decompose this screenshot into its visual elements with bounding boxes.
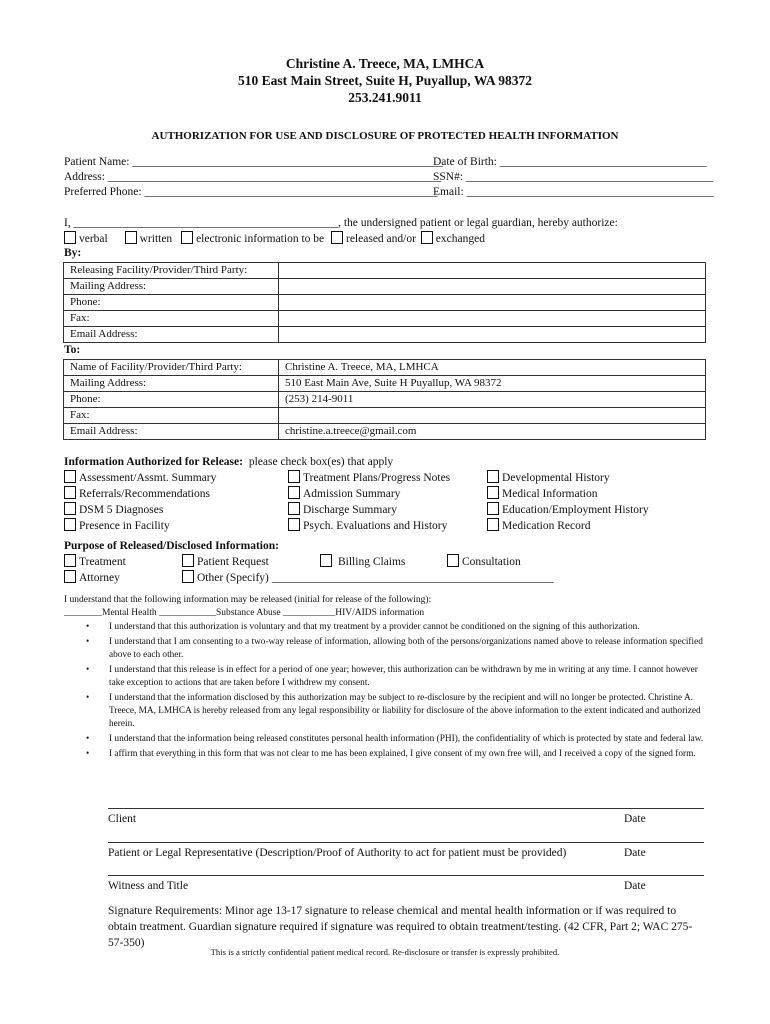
by-row-value[interactable] (279, 327, 706, 343)
patient-name-field[interactable]: Patient Name: ______________________________________________________ (64, 156, 443, 168)
checkbox[interactable] (125, 231, 137, 244)
info-option[interactable]: DSM 5 Diagnoses (64, 502, 216, 518)
witness-signature-line[interactable] (108, 875, 704, 876)
to-row-label: Email Address: (64, 424, 279, 440)
initials-line[interactable]: ________Mental Health ____________Substance Abuse ___________HIV/AIDS information (64, 608, 425, 618)
checkbox[interactable] (487, 470, 499, 483)
by-row-label: Email Address: (64, 327, 279, 343)
client-label: Client (108, 813, 137, 825)
client-signature-line[interactable] (108, 808, 704, 809)
info-column-2 (288, 470, 450, 534)
to-row-value[interactable]: Christine A. Treece, MA, LMHCA (279, 360, 706, 376)
checkbox[interactable] (64, 554, 76, 567)
to-row-value[interactable]: 510 East Main Ave, Suite H Puyallup, WA 98372 (279, 376, 706, 392)
by-row-label: Mailing Address: (64, 279, 279, 295)
checkbox[interactable] (487, 518, 499, 531)
checkbox[interactable] (331, 231, 343, 244)
witness-date-label: Date (624, 880, 646, 892)
provider-phone: 253.241.9011 (348, 90, 422, 105)
info-option[interactable]: Assessment/Assmt. Summary (64, 470, 216, 486)
checkbox[interactable] (320, 554, 332, 567)
ssn-field[interactable]: SSN#: ___________________________________________ (433, 171, 714, 183)
by-table (63, 262, 706, 343)
info-note: please check box(es) that apply (248, 456, 394, 468)
email-field[interactable]: Email: ___________________________________________ (433, 186, 714, 198)
written-option[interactable]: written (125, 233, 173, 245)
info-option[interactable]: Treatment Plans/Progress Notes (288, 470, 450, 486)
info-column-3 (487, 470, 649, 534)
info-option[interactable]: Developmental History (487, 470, 649, 486)
info-option[interactable]: Medical Information (487, 486, 649, 502)
electronic-option[interactable]: electronic information to be (181, 233, 324, 245)
checkbox[interactable] (64, 518, 76, 531)
checkbox[interactable] (288, 518, 300, 531)
purpose-consultation[interactable]: Consultation (447, 554, 521, 570)
exchanged-option[interactable]: exchanged (421, 233, 485, 245)
checkbox[interactable] (288, 502, 300, 515)
purpose-treatment[interactable]: Treatment (64, 554, 126, 570)
to-row-label: Mailing Address: (64, 376, 279, 392)
info-option[interactable]: Presence in Facility (64, 518, 216, 534)
checkbox[interactable] (421, 231, 433, 244)
list-item: • I affirm that everything in this form that was not clear to me has been explained, I give consent of my own free will, and I received a copy of the signed form. (86, 748, 706, 761)
list-item: • I understand that this authorization is voluntary and that my treatment by a provider cannot be conditioned on the signing of this authorization. (86, 621, 706, 634)
by-row-value[interactable] (279, 311, 706, 327)
client-date-label: Date (624, 813, 646, 825)
checkbox[interactable] (64, 502, 76, 515)
confidential-footer: This is a strictly confidential patient medical record. Re-disclosure or transfer is expressly prohibited. (210, 947, 560, 957)
info-option[interactable]: Discharge Summary (288, 502, 450, 518)
understand-intro: I understand that the following information may be released (initial for release of the following): (64, 595, 432, 605)
by-row-label: Fax: (64, 311, 279, 327)
info-option[interactable]: Medication Record (487, 518, 649, 534)
checkbox[interactable] (64, 470, 76, 483)
release-options (64, 231, 485, 247)
representative-date-label: Date (624, 847, 646, 859)
by-label: By: (64, 247, 82, 259)
checkbox[interactable] (181, 231, 193, 244)
patient-address-field[interactable]: Address: __________________________________________________________ (64, 171, 442, 183)
by-row-label: Phone: (64, 295, 279, 311)
to-row-label: Fax: (64, 408, 279, 424)
to-row-value[interactable]: (253) 214-9011 (279, 392, 706, 408)
checkbox[interactable] (64, 486, 76, 499)
purpose-billing[interactable]: Billing Claims (320, 554, 405, 570)
info-heading: Information Authorized for Release: (64, 456, 243, 468)
to-row-value[interactable] (279, 408, 706, 424)
verbal-option[interactable]: verbal (64, 233, 108, 245)
by-row-label: Releasing Facility/Provider/Third Party: (64, 263, 279, 279)
purpose-attorney[interactable]: Attorney (64, 570, 120, 586)
purpose-heading: Purpose of Released/Disclosed Information: (64, 540, 279, 552)
checkbox[interactable] (447, 554, 459, 567)
provider-name: Christine A. Treece, MA, LMHCA (285, 56, 485, 71)
provider-address: 510 East Main Street, Suite H, Puyallup, WA 98372 (238, 73, 532, 88)
released-option[interactable]: released and/or (331, 233, 416, 245)
representative-label: Patient or Legal Representative (Description/Proof of Authority to act for patient must be provided) (108, 847, 567, 859)
acknowledgement-list (86, 621, 706, 763)
representative-signature-line[interactable] (108, 842, 704, 843)
signature-requirements: Signature Requirements: Minor age 13-17 signature to release chemical and mental health information or if was required to obtain treatment. Guardian signature required if signature was required to obtain treatment/testing. (42 CFR, Part 2; WAC 275-57-350) (108, 905, 693, 949)
checkbox[interactable] (182, 570, 194, 583)
by-row-value[interactable] (279, 263, 706, 279)
list-item: • I understand that the information being released constitutes personal health information (PHI), the confidentiality of which is protected by state and federal law. (86, 733, 706, 746)
list-item: • I understand that this release is in effect for a period of one year; however, this authorization can be withdrawn by me in writing at any time. I cannot however take exception to actions that are taken before I withdrew my consent. (86, 664, 706, 690)
purpose-patient-request[interactable]: Patient Request (182, 554, 269, 570)
checkbox[interactable] (64, 231, 76, 244)
by-row-value[interactable] (279, 279, 706, 295)
info-option[interactable]: Admission Summary (288, 486, 450, 502)
form-title: AUTHORIZATION FOR USE AND DISCLOSURE OF PROTECTED HEALTH INFORMATION (151, 130, 619, 142)
info-option[interactable]: Education/Employment History (487, 502, 649, 518)
to-row-label: Name of Facility/Provider/Third Party: (64, 360, 279, 376)
info-option[interactable]: Referrals/Recommendations (64, 486, 216, 502)
to-row-label: Phone: (64, 392, 279, 408)
checkbox[interactable] (487, 502, 499, 515)
to-label: To: (64, 344, 81, 356)
by-row-value[interactable] (279, 295, 706, 311)
checkbox[interactable] (182, 554, 194, 567)
dob-field[interactable]: Date of Birth: ____________________________________ (433, 156, 707, 168)
witness-label: Witness and Title (108, 880, 189, 892)
to-row-value[interactable]: christine.a.treece@gmail.com (279, 424, 706, 440)
checkbox[interactable] (288, 486, 300, 499)
purpose-other[interactable]: Other (Specify) _________________________________________________ (182, 570, 553, 586)
checkbox[interactable] (64, 570, 76, 583)
to-table (63, 359, 706, 440)
info-option[interactable]: Psych. Evaluations and History (288, 518, 450, 534)
list-item: • I understand that the information disclosed by this authorization may be subject to re-disclosure by the recipient and will no longer be protected. Christine A. Treece, MA, LMHCA is hereby released from any legal responsibility or liability for disclosure of the above information to the extent indicated and authorized herein. (86, 692, 706, 731)
patient-phone-field[interactable]: Preferred Phone: ___________________________________________________ (64, 186, 438, 198)
info-heading-line (64, 455, 393, 470)
authorize-line[interactable]: I, ______________________________________________, the undersigned patient or legal guardian, hereby authorize: (64, 217, 618, 229)
checkbox[interactable] (487, 486, 499, 499)
checkbox[interactable] (288, 470, 300, 483)
info-column-1 (64, 470, 216, 534)
list-item: • I understand that I am consenting to a two-way release of information, allowing both of the persons/organizations named above to release information specified above to each other. (86, 636, 706, 662)
